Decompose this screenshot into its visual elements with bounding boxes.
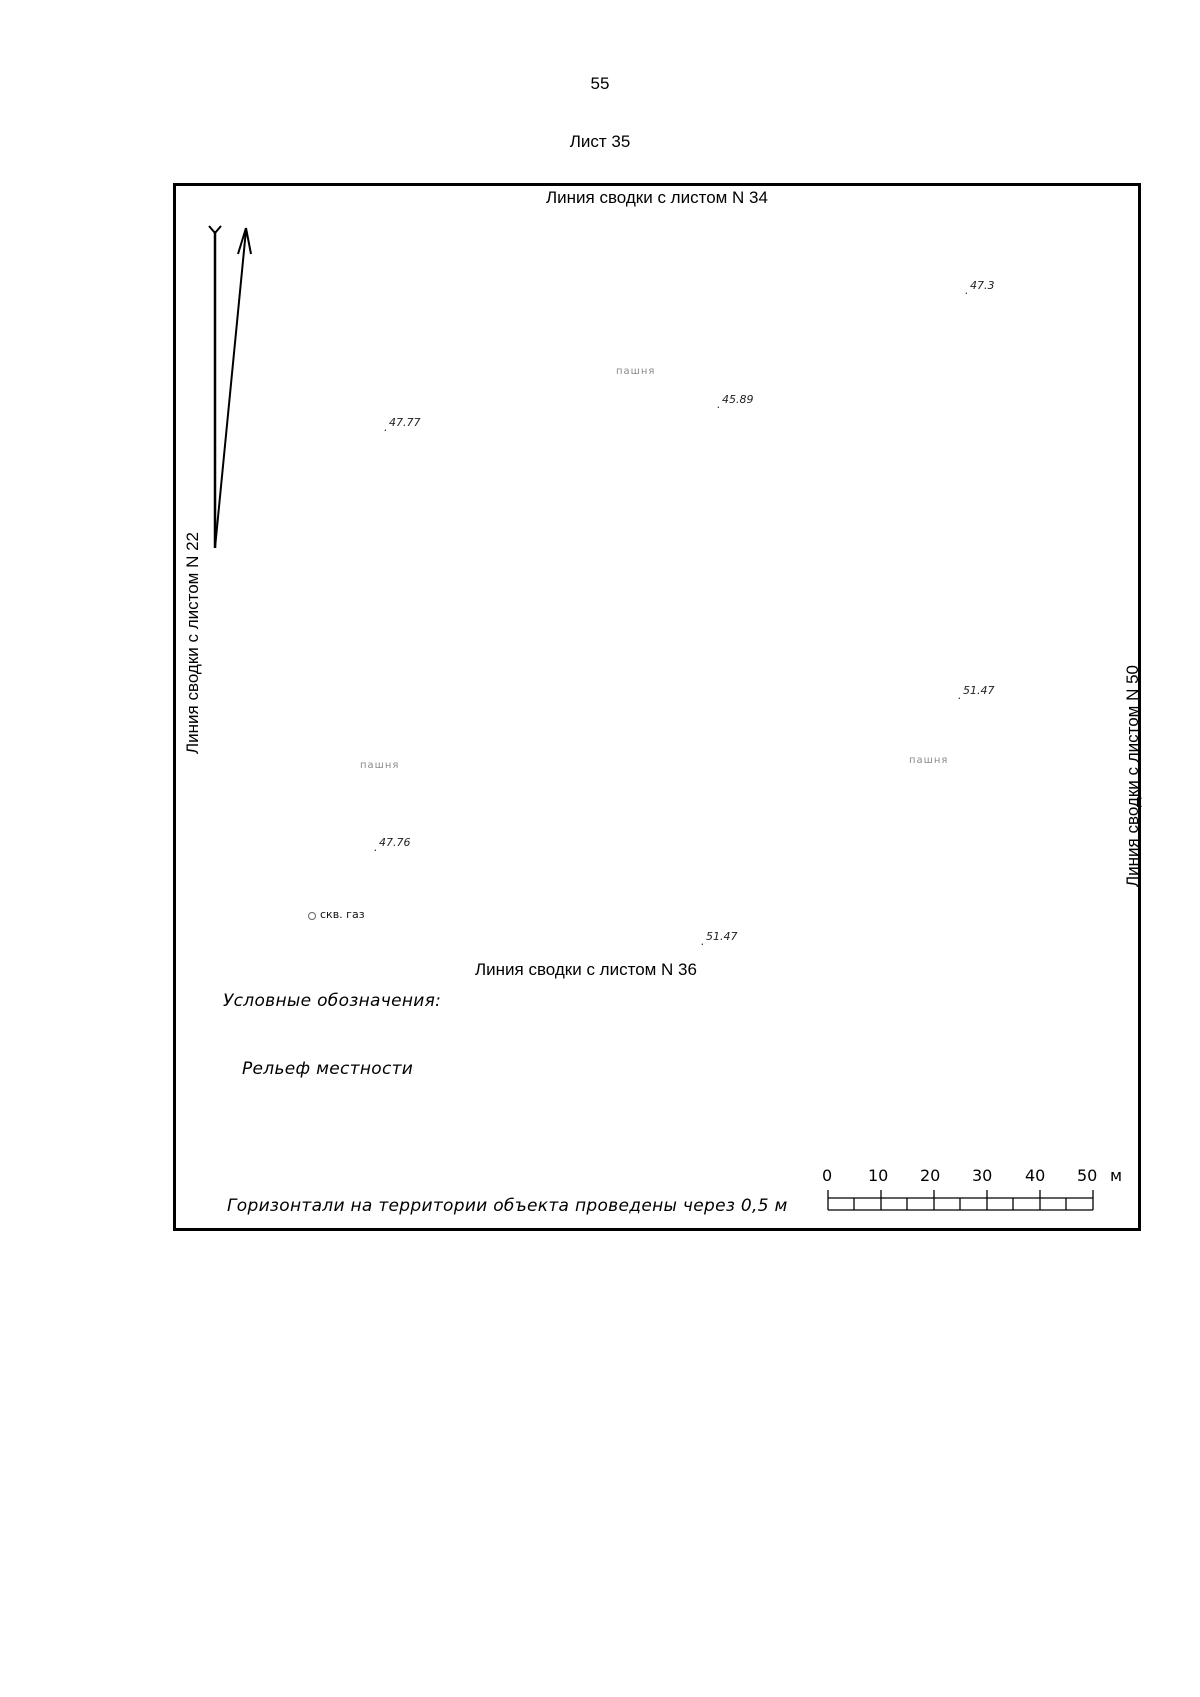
landuse-label: пашня <box>360 760 400 771</box>
elevation-mark: . 45.89 <box>722 393 754 406</box>
elevation-mark: . 51.47 <box>706 930 738 943</box>
elevation-mark: . 51.47 <box>963 684 995 697</box>
scale-tick-label: 40 <box>1025 1166 1046 1185</box>
elevation-mark: . 47.3 <box>970 279 995 292</box>
edge-label-left: Линия сводки с листом N 22 <box>183 532 202 754</box>
scale-unit: м <box>1110 1166 1123 1185</box>
map-frame <box>173 183 1141 1231</box>
scale-tick-label: 20 <box>920 1166 941 1185</box>
contour-interval-note: Горизонтали на территории объекта проведены через 0,5 м <box>227 1196 788 1216</box>
sheet-title: Лист 35 <box>569 132 631 151</box>
edge-label-right: Линия сводки с листом N 50 <box>1123 665 1142 887</box>
scale-ruler <box>828 1166 1128 1226</box>
edge-label-bottom: Линия сводки с листом N 36 <box>475 960 697 979</box>
legend-relief: Рельеф местности <box>242 1059 414 1079</box>
edge-label-top: Линия сводки с листом N 34 <box>546 188 768 207</box>
scale-tick-label: 0 <box>822 1166 833 1185</box>
landuse-label: пашня <box>909 755 949 766</box>
legend-title: Условные обозначения: <box>223 991 442 1011</box>
scale-bar <box>822 1166 1128 1226</box>
elevation-mark: . 47.76 <box>379 836 411 849</box>
gas-well <box>308 908 365 921</box>
page-number: 55 <box>590 74 610 93</box>
scale-tick-label: 10 <box>868 1166 889 1185</box>
gas-well-label: скв. газ <box>320 908 365 921</box>
landuse-label: пашня <box>616 366 656 377</box>
scale-tick-label: 50 <box>1077 1166 1098 1185</box>
elevation-mark: . 47.77 <box>389 416 421 429</box>
gas-well-icon <box>308 912 316 920</box>
scale-tick-label: 30 <box>972 1166 993 1185</box>
